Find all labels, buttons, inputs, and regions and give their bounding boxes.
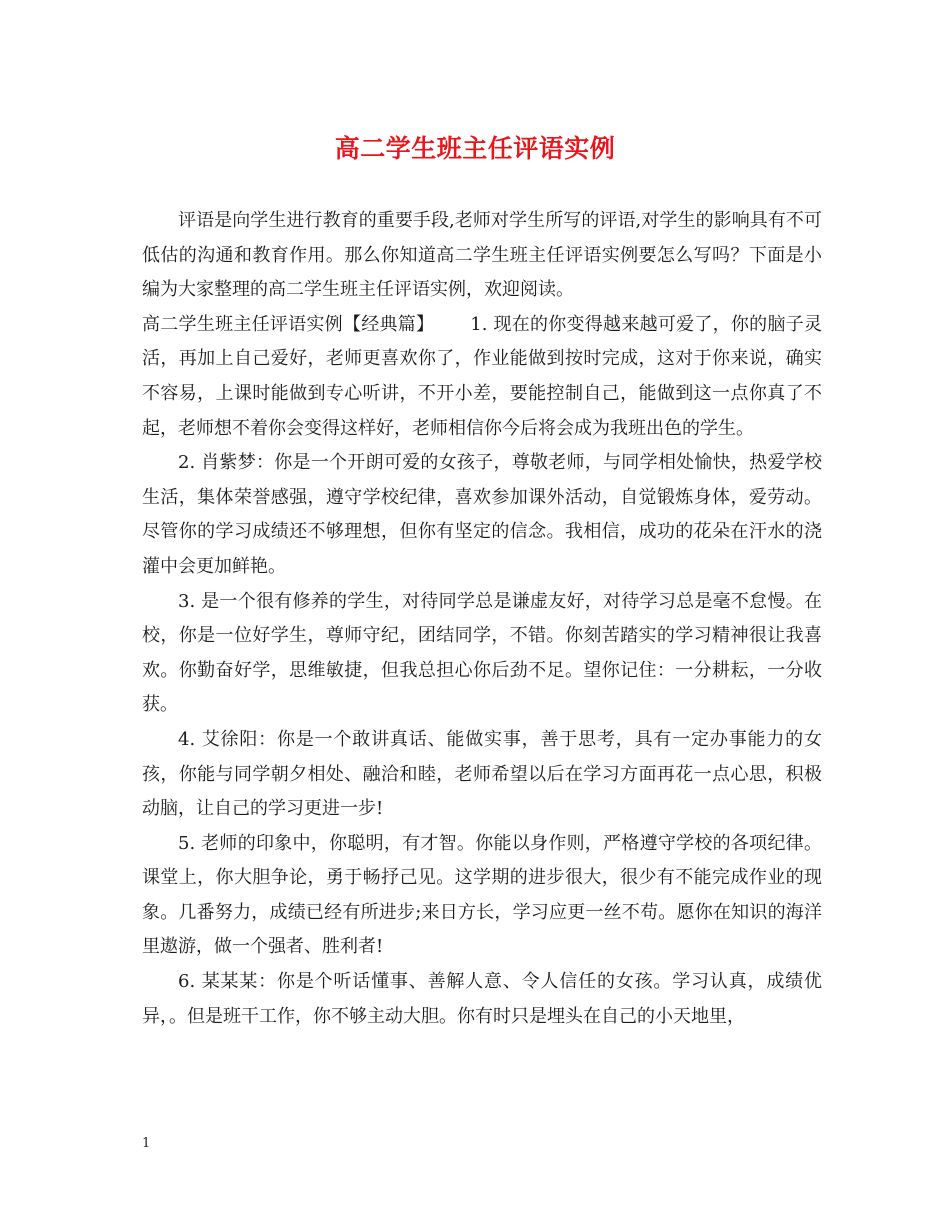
comment-paragraph-3: 3. 是一个很有修养的学生，对待同学总是谦虚友好，对待学习总是毫不怠慢。在校，你是一位好学生，尊师守纪，团结同学，不错。你刻苦踏实的学习精神很让我喜欢。你勤奋好学，思维敏捷，但我总担心你后劲不足。望你记住：一分耕耘，一分收获。 [142,590,822,716]
section-heading: 高二学生班主任评语实例【经典篇】 [142,313,435,335]
comment-text-1: 1. 现在的你变得越来越可爱了，你的脑子灵活，再加上自己爱好，老师更喜欢你了，作业能做到按时完成，这对于你来说，确实不容易，上课时能做到专心听讲，不开小差，要能控制自己，能做到这一点你真了不起，老师想不着你会变得这样好，老师相信你今后将会成为我班出色的学生。 [142,313,822,439]
document-title: 高二学生班主任评语实例 [334,134,616,163]
page-number: 1 [142,1136,151,1151]
document-body [142,204,822,1034]
comment-paragraph-4: 4. 艾徐阳：你是一个敢讲真话、能做实事，善于思考，具有一定办事能力的女孩，你能与同学朝夕相处、融洽和睦，老师希望以后在学习方面再花一点心思，积极动脑，让自己的学习更进一步! [142,728,822,820]
comment-paragraph-2: 2. 肖紫梦：你是一个开朗可爱的女孩子，尊敬老师，与同学相处愉快，热爱学校生活，集体荣誉感强，遵守学校纪律，喜欢参加课外活动，自觉锻炼身体，爱劳动。尽管你的学习成绩还不够理想，但你有坚定的信念。我相信，成功的花朵在汗水的浇灌中会更加鲜艳。 [142,452,822,577]
comment-paragraph-6: 6. 某某某：你是个听话懂事、善解人意、令人信任的女孩。学习认真，成绩优异，。但是班干工作，你不够主动大胆。你有时只是埋头在自己的小天地里， [142,971,822,1027]
intro-paragraph: 评语是向学生进行教育的重要手段,老师对学生所写的评语,对学生的影响具有不可低估的沟通和教育作用。那么你知道高二学生班主任评语实例要怎么写吗？下面是小编为大家整理的高二学生班主任评语实例，欢迎阅读。 [142,210,822,301]
comment-paragraph-1 [142,308,822,446]
comment-paragraph-5: 5. 老师的印象中，你聪明，有才智。你能以身作则，严格遵守学校的各项纪律。课堂上，你大胆争论，勇于畅抒己见。这学期的进步很大，很少有不能完成作业的现象。几番努力，成绩已经有所进步;来日方长，学习应更一丝不苟。愿你在知识的海洋里遨游，做一个强者、胜利者! [142,832,822,958]
